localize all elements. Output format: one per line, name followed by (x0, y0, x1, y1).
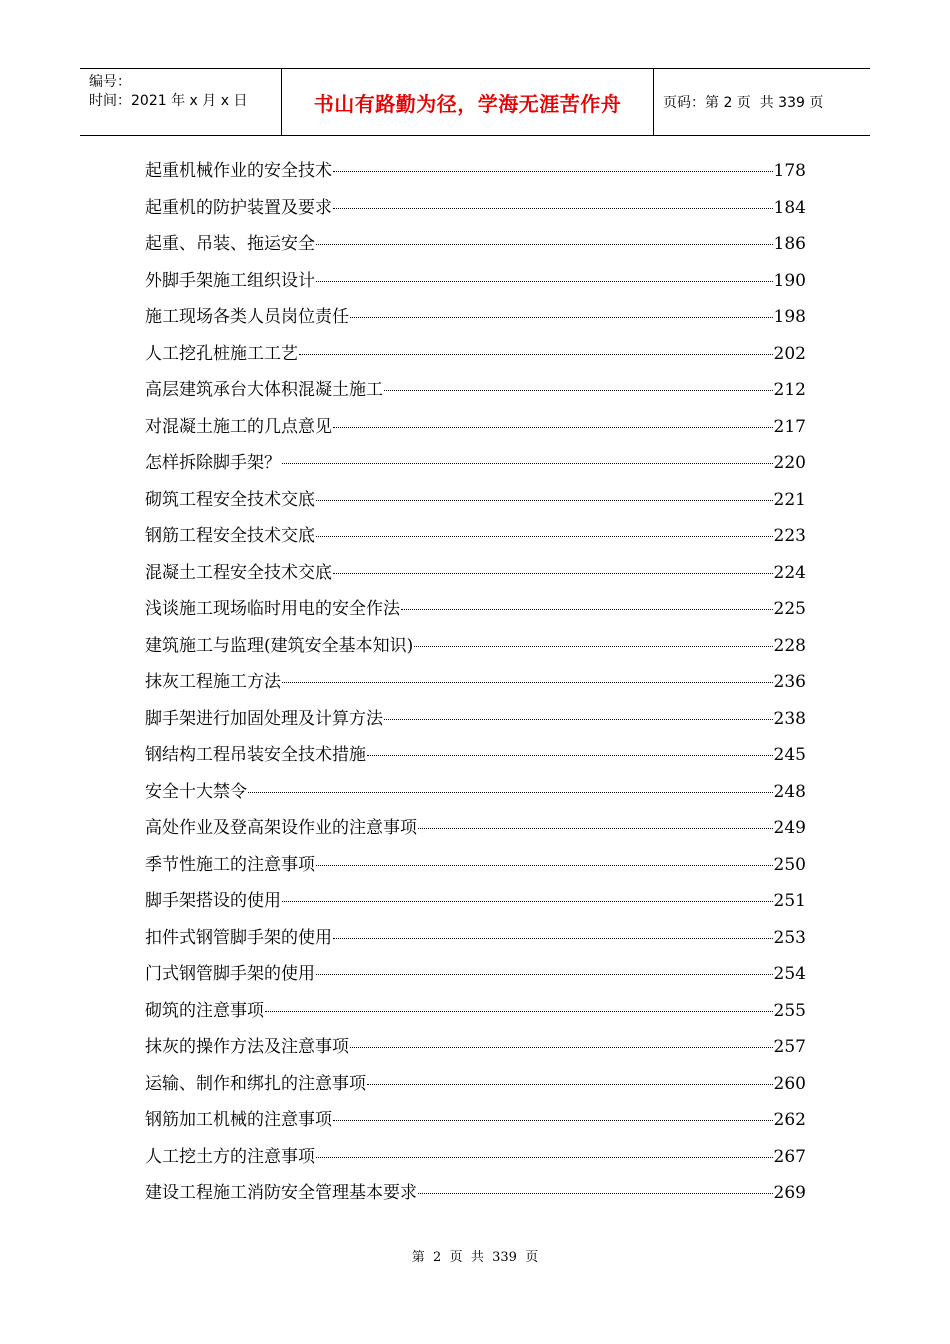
toc-entry-title: 钢筋加工机械的注意事项 (145, 1110, 332, 1130)
toc-entry-title: 怎样拆除脚手架？ (145, 453, 281, 473)
toc-entry-title: 起重机的防护装置及要求 (145, 197, 332, 218)
toc-entry-page-number: 253 (773, 927, 806, 948)
toc-entry-page-number: 220 (773, 453, 806, 473)
toc-dot-leader (316, 536, 773, 537)
toc-entry-title: 浅谈施工现场临时用电的安全作法 (145, 599, 400, 619)
toc-entry-title: 抹灰工程施工方法 (145, 672, 281, 692)
toc-entry-page-number: 190 (773, 270, 806, 291)
toc-dot-leader (333, 171, 773, 172)
toc-entry-title: 脚手架进行加固处理及计算方法 (145, 708, 383, 729)
toc-entry[interactable] (145, 847, 806, 884)
toc-entry[interactable] (145, 1066, 806, 1103)
toc-dot-leader (282, 463, 773, 464)
toc-entry-title: 人工挖孔桩施工工艺 (145, 343, 298, 364)
toc-entry[interactable] (145, 956, 806, 993)
toc-entry-page-number: 202 (773, 343, 806, 364)
toc-entry-title: 高处作业及登高架设作业的注意事项 (145, 818, 417, 838)
toc-dot-leader (350, 1047, 773, 1048)
toc-dot-leader (333, 1120, 773, 1121)
toc-entry-title: 门式钢管脚手架的使用 (145, 964, 315, 984)
toc-entry-page-number: 248 (773, 781, 806, 802)
toc-entry-title: 施工现场各类人员岗位责任 (145, 307, 349, 327)
toc-entry-page-number: 223 (773, 526, 806, 546)
toc-dot-leader (299, 354, 773, 355)
toc-entry-page-number: 178 (773, 161, 806, 181)
toc-entry[interactable] (145, 591, 806, 628)
toc-entry[interactable] (145, 701, 806, 738)
toc-dot-leader (333, 208, 773, 209)
toc-entry[interactable] (145, 1029, 806, 1066)
toc-dot-leader (350, 317, 773, 318)
toc-entry-page-number: 254 (773, 964, 806, 984)
toc-entry[interactable] (145, 336, 806, 373)
toc-entry[interactable] (145, 1102, 806, 1139)
toc-dot-leader (316, 1157, 773, 1158)
toc-entry-page-number: 225 (773, 599, 806, 619)
toc-entry-page-number: 224 (773, 562, 806, 583)
toc-entry-page-number: 221 (773, 489, 806, 510)
toc-dot-leader (316, 244, 773, 245)
toc-entry[interactable] (145, 153, 806, 190)
toc-dot-leader (418, 1193, 773, 1194)
toc-dot-leader (333, 427, 773, 428)
toc-entry[interactable] (145, 1175, 806, 1212)
toc-entry-title: 起重机械作业的安全技术 (145, 161, 332, 181)
toc-entry[interactable] (145, 810, 806, 847)
toc-entry[interactable] (145, 993, 806, 1030)
toc-entry[interactable] (145, 190, 806, 227)
toc-entry-page-number: 217 (773, 416, 806, 437)
toc-entry-title: 砌筑工程安全技术交底 (145, 489, 315, 510)
toc-entry-page-number: 269 (773, 1183, 806, 1203)
toc-entry-page-number: 236 (773, 672, 806, 692)
toc-entry-page-number: 238 (773, 708, 806, 729)
toc-dot-leader (384, 390, 773, 391)
toc-dot-leader (414, 646, 772, 647)
toc-entry-page-number: 228 (773, 635, 806, 656)
toc-entry[interactable] (145, 628, 806, 665)
toc-entry-page-number: 260 (773, 1073, 806, 1094)
toc-dot-leader (418, 828, 773, 829)
toc-dot-leader (265, 1011, 773, 1012)
toc-entry-page-number: 257 (773, 1037, 806, 1057)
toc-entry-title: 砌筑的注意事项 (145, 1000, 264, 1021)
toc-dot-leader (316, 281, 773, 282)
toc-entry[interactable] (145, 920, 806, 957)
toc-entry-title: 高层建筑承台大体积混凝土施工 (145, 380, 383, 400)
toc-entry-title: 钢筋工程安全技术交底 (145, 526, 315, 546)
toc-entry[interactable] (145, 482, 806, 519)
toc-entry-title: 混凝土工程安全技术交底 (145, 562, 332, 583)
toc-entry[interactable] (145, 299, 806, 336)
toc-entry[interactable] (145, 445, 806, 482)
page-footer: 第 2 页 共 339 页 (411, 1250, 539, 1265)
toc-dot-leader (367, 1084, 773, 1085)
toc-entry-title: 建设工程施工消防安全管理基本要求 (145, 1183, 417, 1203)
toc-entry[interactable] (145, 555, 806, 592)
header-page-info: 页码：第 2 页 共 339 页 (663, 95, 824, 111)
toc-dot-leader (333, 573, 773, 574)
toc-entry-page-number: 255 (773, 1000, 806, 1021)
toc-entry-page-number: 198 (773, 307, 806, 327)
serial-number-label: 编号： (89, 74, 131, 90)
toc-entry[interactable] (145, 226, 806, 263)
header-meta (80, 69, 282, 135)
toc-dot-leader (316, 974, 773, 975)
toc-entry-page-number: 267 (773, 1146, 806, 1167)
toc-entry-title: 安全十大禁令 (145, 781, 247, 802)
toc-entry-title: 对混凝土施工的几点意见 (145, 416, 332, 437)
toc-entry-title: 钢结构工程吊装安全技术措施 (145, 745, 366, 765)
toc-entry-title: 脚手架搭设的使用 (145, 891, 281, 911)
toc-entry-title: 抹灰的操作方法及注意事项 (145, 1037, 349, 1057)
toc-entry-page-number: 262 (773, 1110, 806, 1130)
table-of-contents (145, 153, 806, 1212)
toc-entry[interactable] (145, 518, 806, 555)
toc-entry-title: 起重、吊装、拖运安全 (145, 234, 315, 254)
toc-entry[interactable] (145, 409, 806, 446)
toc-entry[interactable] (145, 1139, 806, 1176)
toc-entry[interactable] (145, 664, 806, 701)
toc-entry-title: 人工挖土方的注意事项 (145, 1146, 315, 1167)
toc-entry-page-number: 250 (773, 854, 806, 875)
toc-entry-page-number: 186 (773, 234, 806, 254)
toc-entry[interactable] (145, 883, 806, 920)
toc-dot-leader (282, 901, 773, 902)
toc-entry-title: 建筑施工与监理(建筑安全基本知识) (145, 635, 414, 656)
toc-entry-page-number: 249 (773, 818, 806, 838)
toc-dot-leader (384, 719, 773, 720)
toc-entry[interactable] (145, 372, 806, 409)
toc-entry-title: 季节性施工的注意事项 (145, 854, 315, 875)
toc-dot-leader (316, 500, 773, 501)
toc-dot-leader (401, 609, 773, 610)
toc-entry-page-number: 184 (773, 197, 806, 218)
toc-dot-leader (316, 865, 773, 866)
toc-entry[interactable] (145, 263, 806, 300)
toc-dot-leader (333, 938, 773, 939)
toc-entry[interactable] (145, 774, 806, 811)
toc-dot-leader (367, 755, 773, 756)
toc-entry-page-number: 212 (773, 380, 806, 400)
toc-dot-leader (282, 682, 773, 683)
toc-entry-title: 扣件式钢管脚手架的使用 (145, 927, 332, 948)
header-motto: 书山有路勤为径，学海无涯苦作舟 (282, 69, 654, 135)
document-header (80, 68, 870, 136)
toc-entry-page-number: 245 (773, 745, 806, 765)
toc-entry-page-number: 251 (773, 891, 806, 911)
toc-dot-leader (248, 792, 773, 793)
date-text: 时间：2021 年 x 月 x 日 (89, 93, 248, 109)
toc-entry-title: 外脚手架施工组织设计 (145, 270, 315, 291)
toc-entry[interactable] (145, 737, 806, 774)
toc-entry-title: 运输、制作和绑扎的注意事项 (145, 1073, 366, 1094)
